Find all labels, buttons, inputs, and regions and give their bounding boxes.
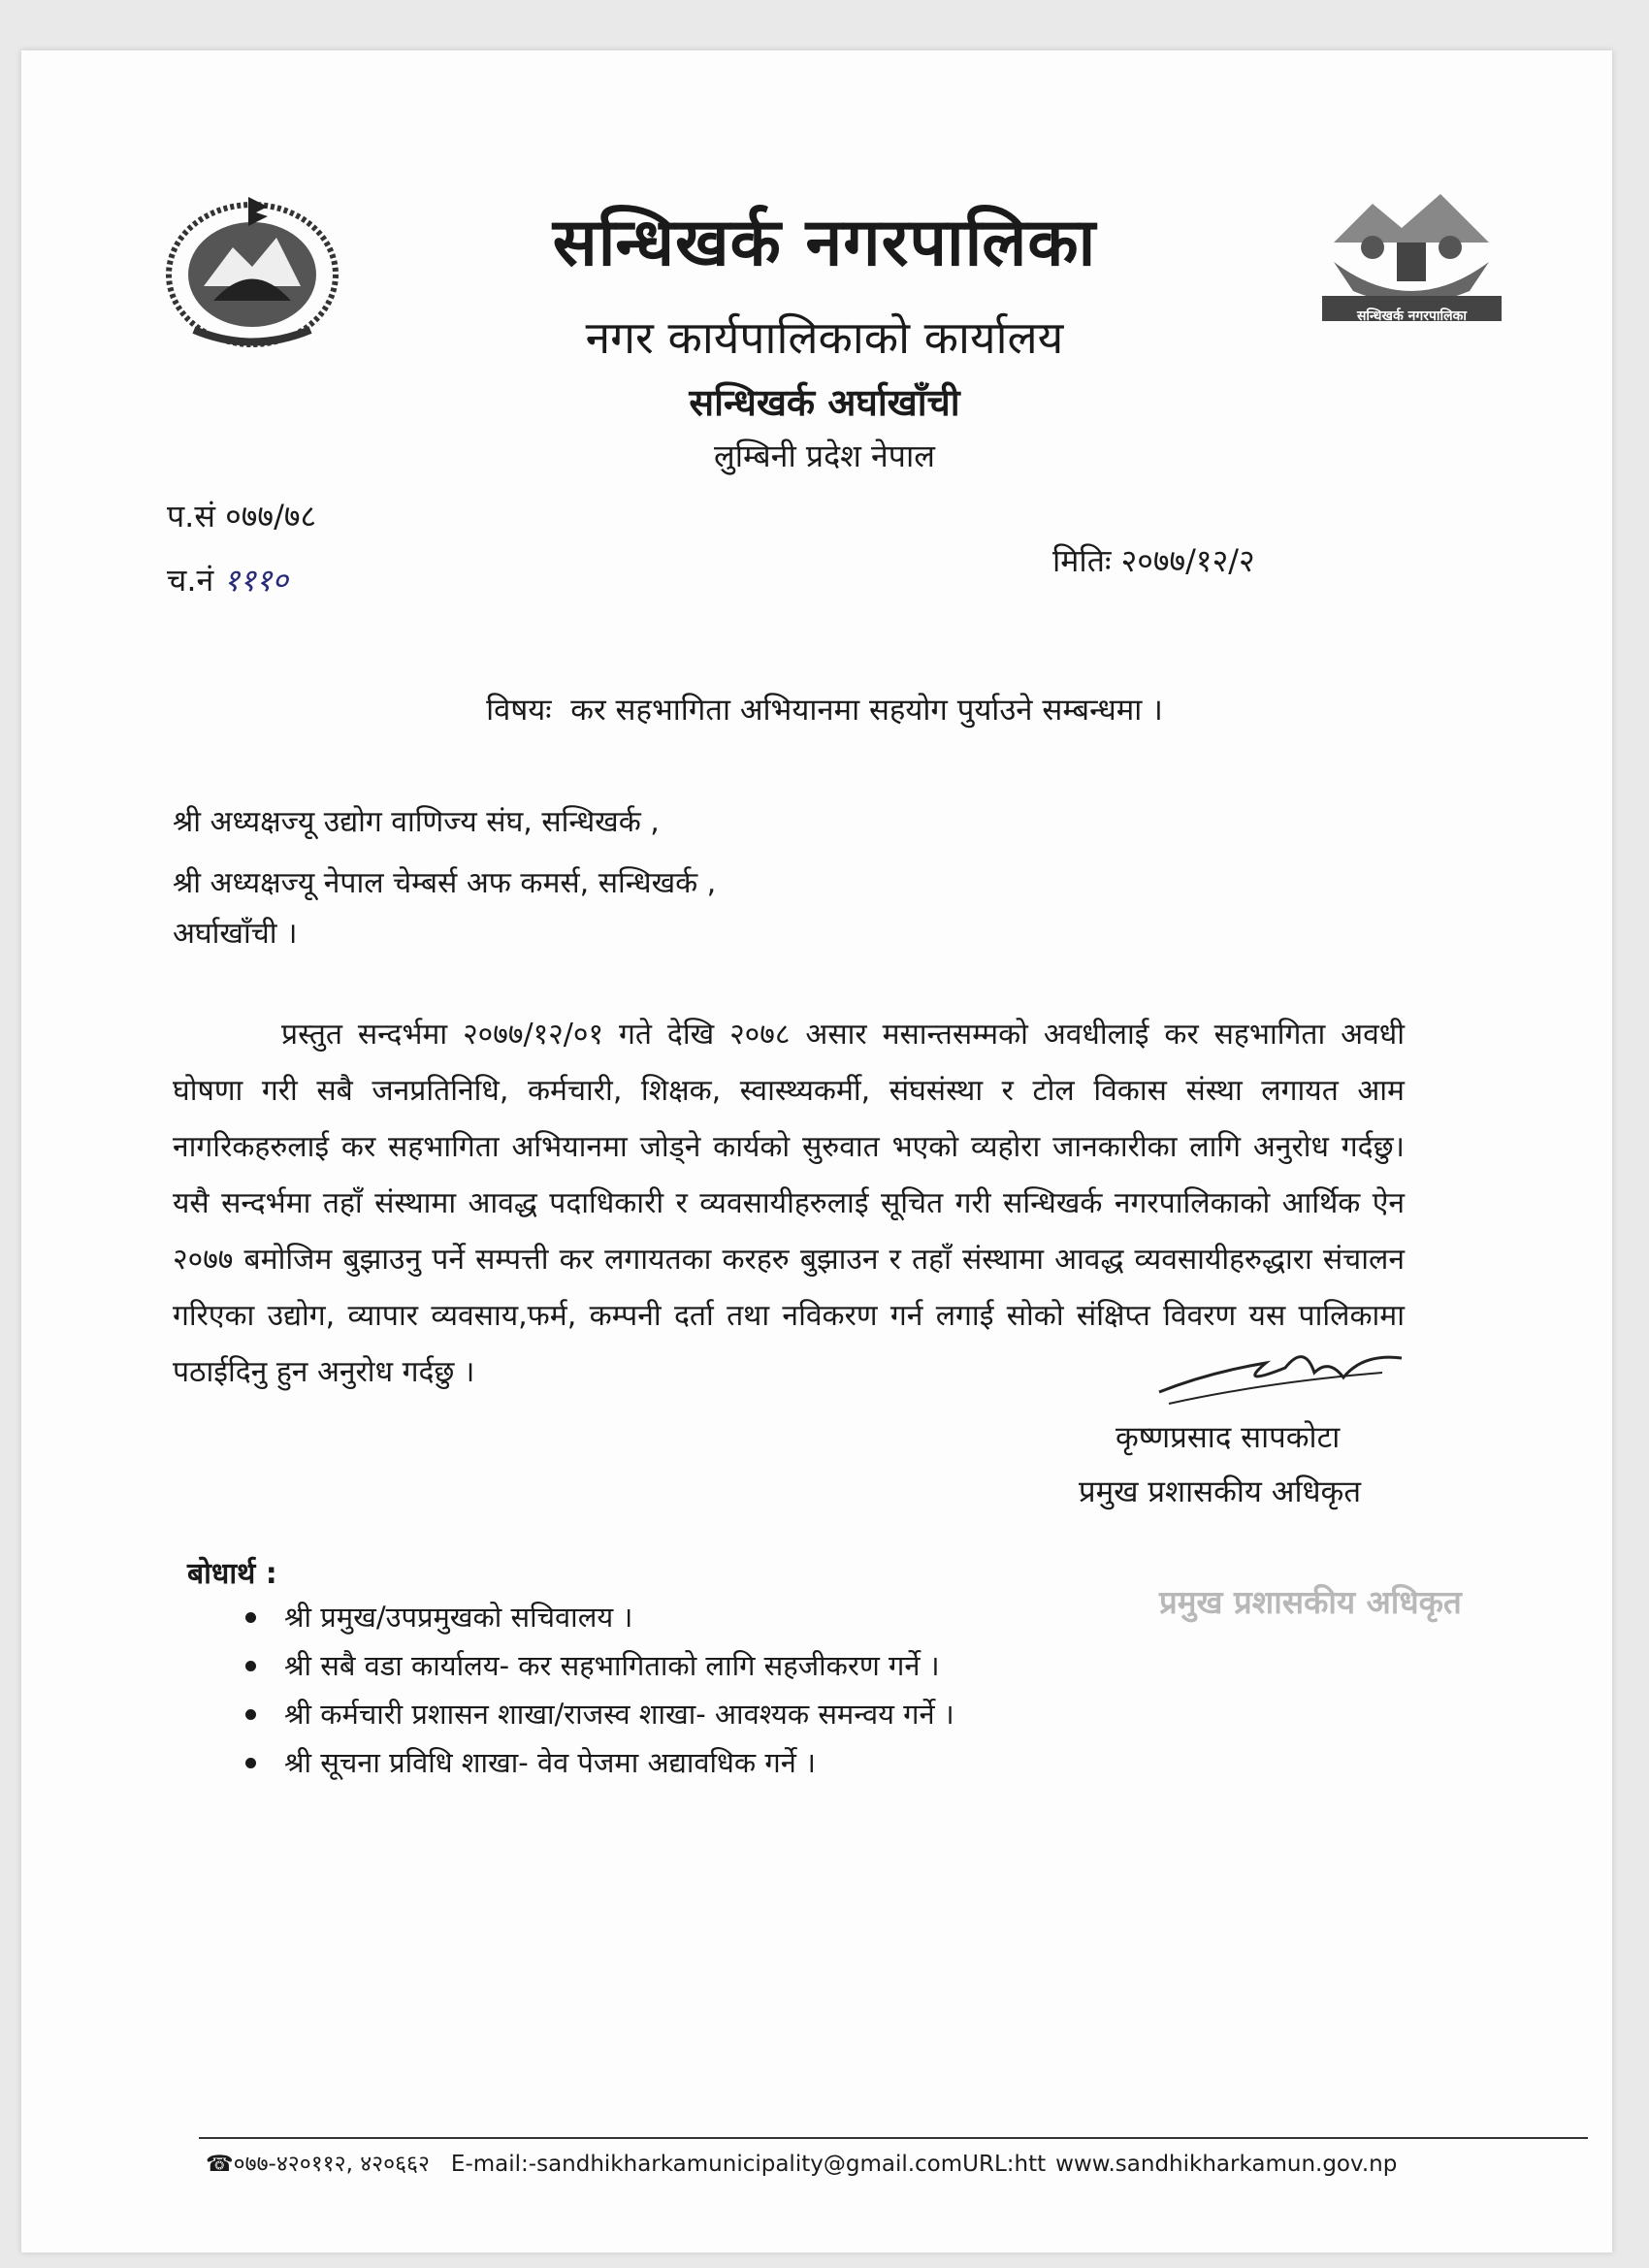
letter-body: प्रस्तुत सन्दर्भमा २०७७/१२/०१ गते देखि २०७८ असार मसान्तसम्मको अवधीलाई कर सहभागिता अवधी घोषणा गरी सबै जनप्रतिनिधि, कर्मचारी, शिक्षक, स्वास्थ्यकर्मी, संघसंस्था र टोल विकास संस्था लगायत आम नागरिकहरुलाई कर सहभागिता अभियानमा जोड्ने कार्यको सुरुवात भएको व्यहोरा जानकारीका लागि अनुरोध गर्दछु। यसै सन्दर्भमा तहाँ संस्थामा आवद्ध पदाधिकारी र व्यवसायीहरुलाई सूचित गरी सन्धिखर्क नगरपालिकाको आर्थिक ऐन २०७७ बमोजिम बुझाउनु पर्ने सम्पत्ती कर लगायतका करहरु बुझाउन र तहाँ संस्थामा आवद्ध व्यवसायीहरुद्धारा संचालन गरिएका उद्योग, व्यापार व्यवसाय,फर्म, कम्पनी दर्ता तथा नविकरण गर्न लगाई सोको संक्षिप्त विवरण यस पालिकामा पठाईदिनु हुन अनुरोध गर्दछु । — [173, 1018, 1405, 1389]
municipality-title: सन्धिखर्क नगरपालिका — [552, 205, 1097, 281]
recipient-line: श्री अध्यक्षज्यू नेपाल चेम्बर्स अफ कमर्स, सन्धिखर्क , — [173, 866, 717, 900]
date-value: २०७७/१२/२ — [1120, 542, 1255, 579]
chalani-label: च.नं — [167, 562, 214, 599]
list-item: श्री सूचना प्रविधि शाखा- वेव पेजमा अद्यावधिक गर्ने । — [236, 1738, 1400, 1787]
footer-email: E-mail:-sandhikharkamunicipality@gmail.comURL:htt — [450, 2152, 1047, 2177]
bullet-icon — [245, 1661, 256, 1671]
footer-url: www.sandhikharkamun.gov.np — [1055, 2152, 1398, 2177]
subject-label: विषयः — [486, 693, 552, 728]
letter-date — [1052, 539, 1255, 581]
date-label: मितिः — [1052, 542, 1112, 579]
fiscal-value: ०७७/७८ — [225, 498, 317, 535]
footer — [206, 2147, 1397, 2178]
list-item: श्री सबै वडा कार्यालय- कर सहभागिताको लागि सहजीकरण गर्ने । — [236, 1641, 1400, 1690]
signer-name: कृष्णप्रसाद सापकोटा — [1116, 1420, 1341, 1455]
signer-designation: प्रमुख प्रशासकीय अधिकृत — [1079, 1474, 1362, 1509]
office-stamp: प्रमुख प्रशासकीय अधिकृत — [1159, 1583, 1462, 1621]
footer-phone: ०७७-४२०११२, ४२०६६२ — [233, 2152, 430, 2177]
office-place: सन्धिखर्क अर्घाखाँची — [689, 381, 960, 424]
letter-subject — [0, 689, 1649, 729]
fiscal-year — [167, 495, 316, 536]
bullet-icon — [245, 1758, 256, 1768]
telephone-icon: ☎ — [206, 2152, 234, 2177]
subject-text: कर सहभागिता अभियानमा सहयोग पुर्याउने सम्बन्धमा । — [570, 693, 1163, 728]
list-item: श्री प्रमुख/उपप्रमुखको सचिवालय । — [236, 1593, 1400, 1641]
office-title: नगर कार्यपालिकाको कार्यालय — [585, 311, 1064, 364]
signature — [1149, 1334, 1411, 1416]
recipient-line: अर्घाखाँची । — [173, 917, 298, 951]
list-item: श्री कर्मचारी प्रशासन शाखा/राजस्व शाखा- आवश्यक समन्वय गर्ने । — [236, 1690, 1400, 1738]
recipient-line: श्री अध्यक्षज्यू उद्योग वाणिज्य संघ, सन्धिखर्क , — [173, 805, 660, 839]
office-province: लुम्बिनी प्रदेश नेपाल — [714, 437, 935, 474]
fiscal-label: प.सं — [167, 498, 215, 535]
footer-divider — [199, 2137, 1588, 2139]
logo-caption: सन्धिखर्क नगरपालिका — [1356, 308, 1468, 324]
chalani-value: १११० — [223, 562, 288, 599]
bullet-icon — [245, 1709, 256, 1720]
bullet-icon — [245, 1612, 256, 1623]
cc-list — [236, 1593, 1400, 1787]
chalani-number — [167, 559, 288, 600]
cc-title: बोधार्थ : — [187, 1557, 277, 1591]
